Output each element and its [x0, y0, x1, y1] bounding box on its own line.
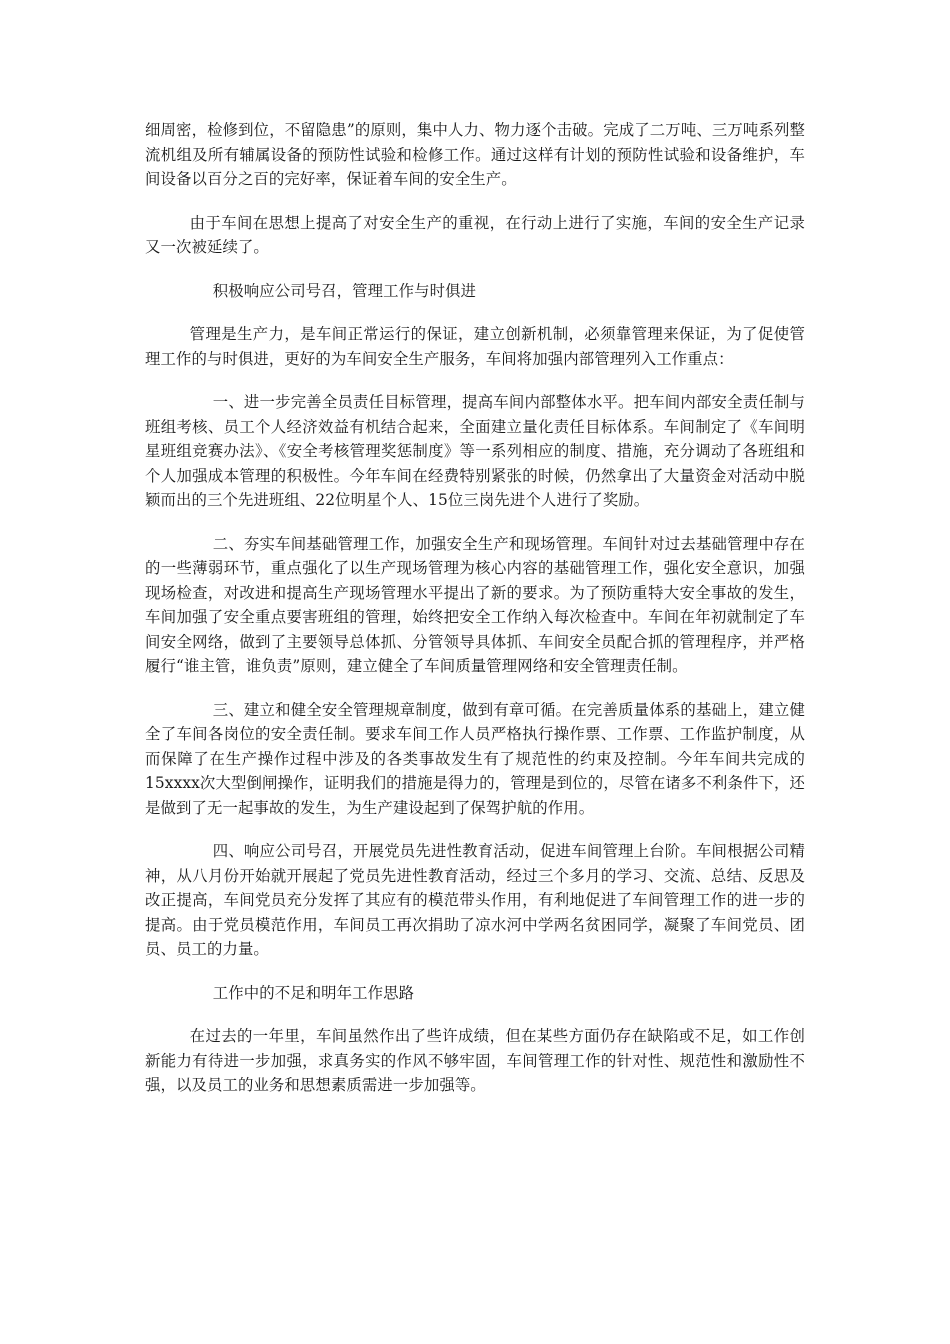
- list-item-party-education: 四、响应公司号召，开展党员先进性教育活动，促进车间管理上台阶。车间根据公司精神，从八月份开始就开展起了党员先进性教育活动，经过三个多月的学习、交流、总结、反思及改正提高，车间党员充分发挥了其应有的模范带头作用，有利地促进了车间管理工作的进一步的提高。由于党员模范作用，车间员工再次捐助了凉水河中学两名贫困同学，凝聚了车间党员、团员、员工的力量。: [145, 842, 805, 958]
- section-heading-management: 积极响应公司号召，管理工作与时俱进: [212, 281, 477, 300]
- section-heading-shortcomings: 工作中的不足和明年工作思路: [212, 983, 415, 1002]
- list-item-basic-management: 二、夯实车间基础管理工作，加强安全生产和现场管理。车间针对过去基础管理中存在的一些薄弱环节，重点强化了以生产现场管理为核心内容的基础管理工作，强化安全意识，加强现场检查，对改进和提高生产现场管理水平提出了新的要求。为了预防重特大安全事故的发生，车间加强了安全重点要害班组的管理，始终把安全工作纳入每次检查中。车间在年初就制定了车间安全网络，做到了主要领导总体抓、分管领导具体抓、车间安全员配合抓的管理程序，并严格履行“谁主管，谁负责”原则，建立健全了车间质量管理网络和安全管理责任制。: [145, 534, 805, 675]
- list-item-safety-rules: 三、建立和健全安全管理规章制度，做到有章可循。在完善质量体系的基础上，建立健全了车间各岗位的安全责任制。要求车间工作人员严格执行操作票、工作票、工作监护制度，从而保障了在生产操作过程中涉及的各类事故发生有了规范性的约束及控制。今年车间共完成的15xxxx次大型倒闸操作，证明我们的措施是得力的，管理是到位的，尽管在诸多不利条件下，还是做到了无一起事故的发生，为生产建设起到了保驾护航的作用。: [145, 700, 805, 817]
- paragraph-management-intro: 管理是生产力，是车间正常运行的保证，建立创新机制，必须靠管理来保证，为了促使管理工作的与时俱进，更好的为车间安全生产服务，车间将加强内部管理列入工作重点：: [145, 325, 805, 368]
- list-item-responsibility-targets: 一、进一步完善全员责任目标管理，提高车间内部整体水平。把车间内部安全责任制与班组考核、员工个人经济效益有机结合起来，全面建立量化责任目标体系。车间制定了《车间明星班组竞赛办法》、《安全考核管理奖惩制度》等一系列相应的制度、措施，充分调动了各班组和个人加强成本管理的积极性。今年车间在经费特别紧张的时候，仍然拿出了大量资金对活动中脱颖而出的三个先进班组、22位明星个人、15位三岗先进个人进行了奖励。: [145, 393, 805, 509]
- paragraph-safety-record: 由于车间在思想上提高了对安全生产的重视，在行动上进行了实施，车间的安全生产记录又一次被延续了。: [145, 213, 805, 256]
- paragraph-shortcomings: 在过去的一年里，车间虽然作出了些许成绩，但在某些方面仍存在缺陷或不足，如工作创新能力有待进一步加强，求真务实的作风不够牢固，车间管理工作的针对性、规范性和激励性不强，以及员工的业务和思想素质需进一步加强等。: [145, 1027, 805, 1094]
- paragraph-maintenance-principle: 细周密，检修到位，不留隐患”的原则，集中人力、物力逐个击破。完成了二万吨、三万吨系列整流机组及所有辅属设备的预防性试验和检修工作。通过这样有计划的预防性试验和设备维护，车间设备以百分之百的完好率，保证着车间的安全生产。: [145, 121, 805, 188]
- document-page: [145, 118, 805, 1117]
